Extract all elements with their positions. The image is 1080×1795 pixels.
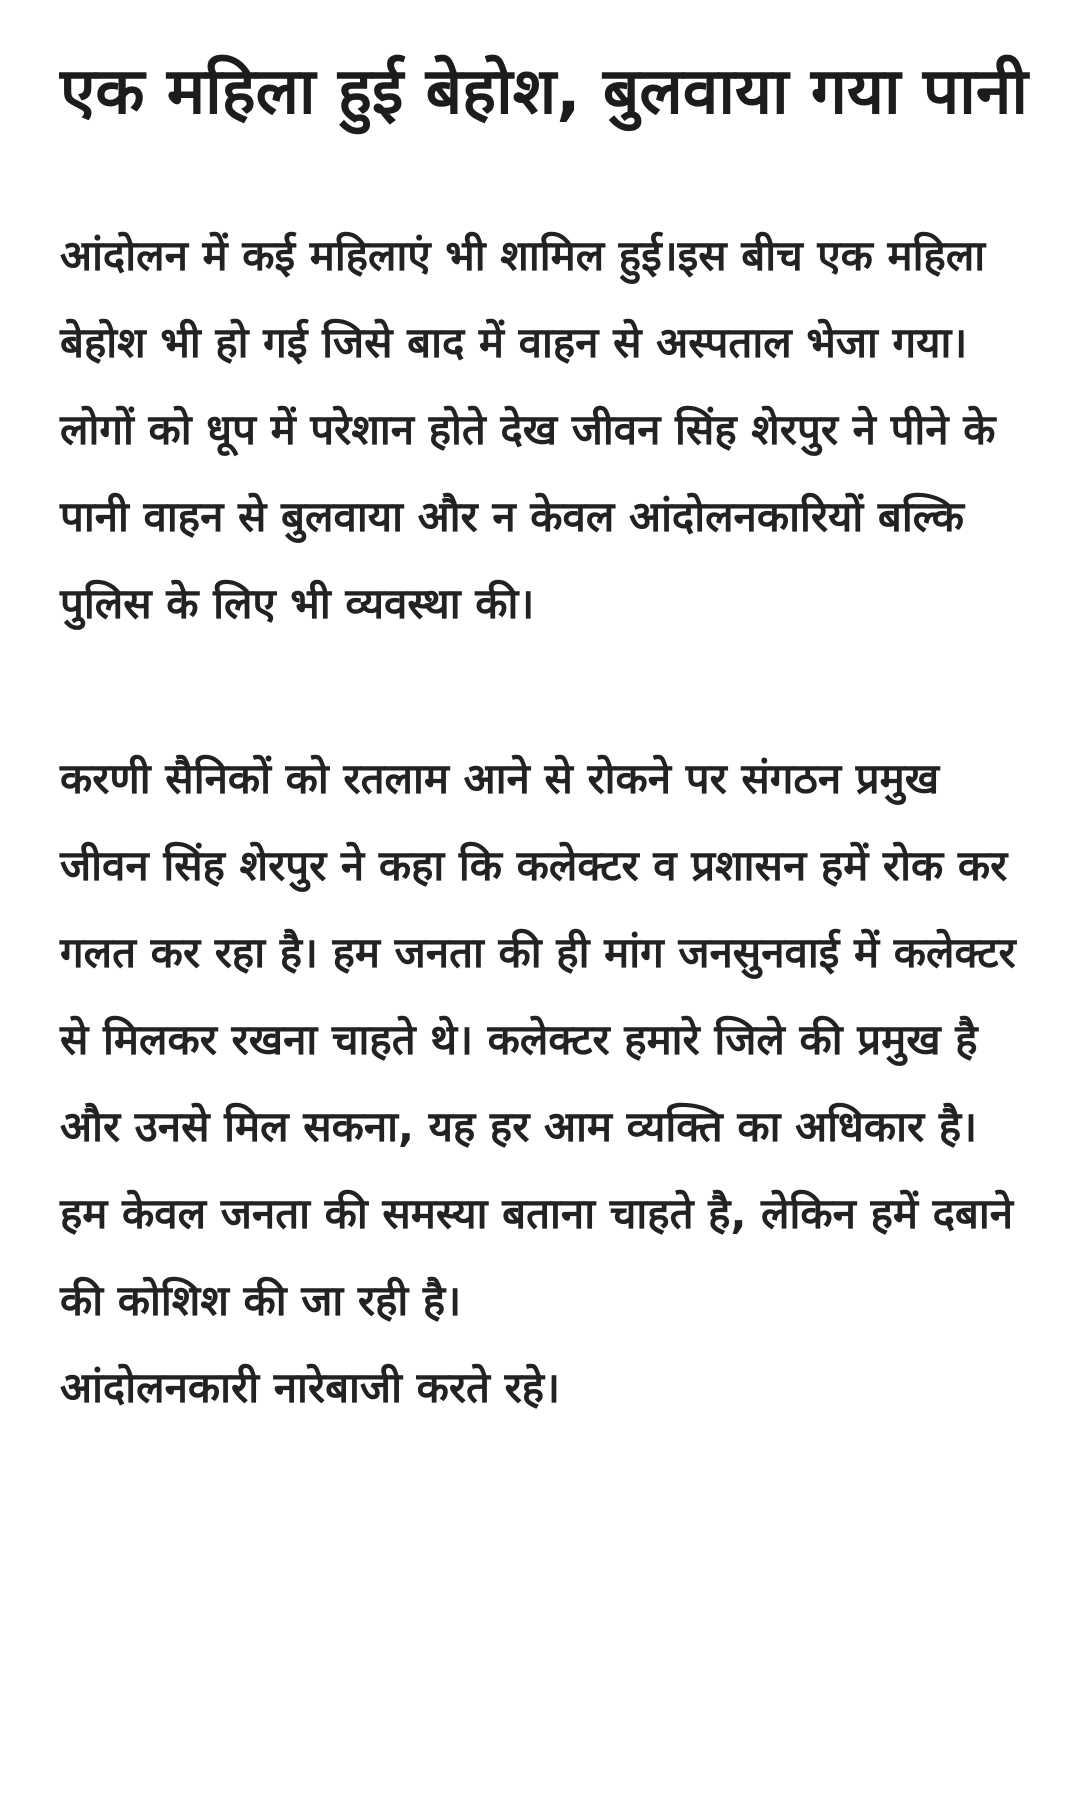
article-paragraph-2: करणी सैनिकों को रतलाम आने से रोकने पर संगठन प्रमुख जीवन सिंह शेरपुर ने कहा कि कलेक्टर व प्रशासन हमें रोक कर गलत कर रहा है। हम जनता की ही मांग जनसुनवाई में कलेक्टर से मिलकर रखना चाहते थे। कलेक्टर हमारे जिले की प्रमुख है और उनसे मिल सकना, यह हर आम व्यक्ति का अधिकार है। हम केवल जनता की समस्या बताना चाहते है, लेकिन हमें दबाने की कोशिश की जा रही है। bbox=[60, 754, 1016, 1325]
article-paragraph-3: आंदोलनकारी नारेबाजी करते रहे। bbox=[60, 1363, 560, 1412]
article-paragraph-1: आंदोलन में कई महिलाएं भी शामिल हुई।इस बीच एक महिला बेहोश भी हो गई जिसे बाद में वाहन से अस्पताल भेजा गया। लोगों को धूप में परेशान होते देख जीवन सिंह शेरपुर ने पीने के पानी वाहन से बुलवाया और न केवल आंदोलनकारियों बल्कि पुलिस के लिए भी व्यवस्था की। bbox=[60, 231, 996, 628]
article bbox=[60, 40, 1035, 1431]
article-headline: एक महिला हुई बेहोश, बुलवाया गया पानी bbox=[60, 55, 1028, 129]
